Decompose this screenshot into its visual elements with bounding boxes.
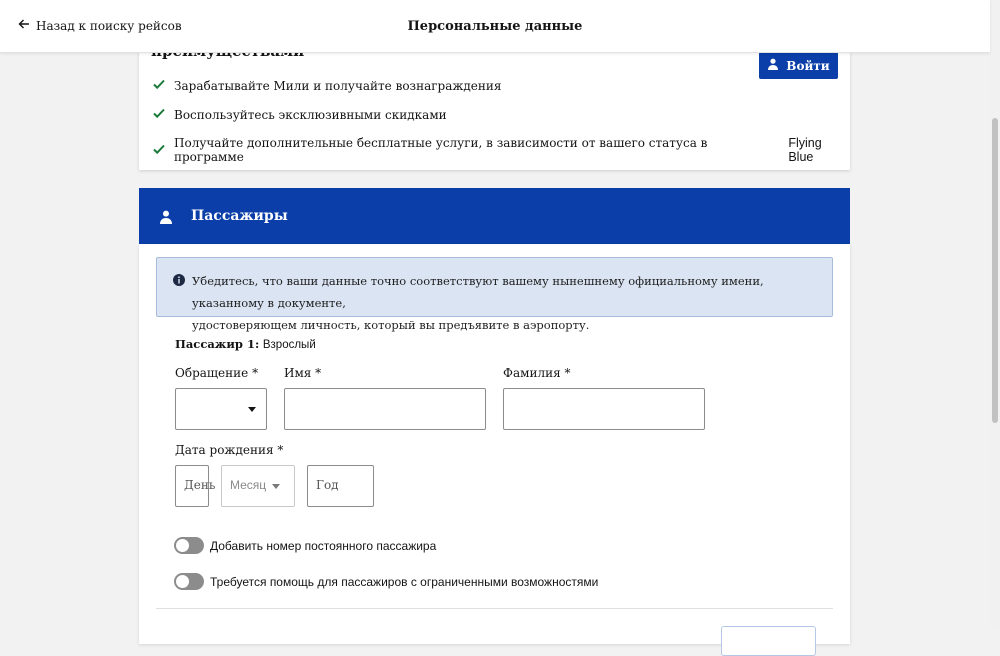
section-divider: [156, 608, 833, 609]
passenger-type: Взрослый: [262, 339, 316, 351]
first-name-label: Имя *: [284, 366, 322, 380]
check-icon: [153, 143, 165, 158]
info-line-2: удостоверяющем личность, который вы предъявите в аэропорту.: [192, 318, 590, 332]
passengers-form: [139, 244, 850, 644]
birth-day-input[interactable]: [175, 465, 216, 507]
login-button[interactable]: [759, 52, 838, 79]
last-name-label: Фамилия *: [503, 366, 571, 380]
assistance-toggle[interactable]: [174, 573, 204, 590]
passenger-label: [175, 337, 316, 351]
back-link-label: Назад к поиску рейсов: [36, 18, 182, 33]
benefit-item: [153, 136, 850, 164]
user-icon: [767, 58, 779, 73]
benefit-text: Воспользуйтесь эксклюзивными скидками: [174, 107, 447, 122]
next-button[interactable]: [721, 626, 816, 656]
flying-blue-name: Flying Blue: [788, 136, 822, 164]
info-notice-text: [192, 270, 822, 336]
benefit-item: [153, 78, 501, 93]
first-name-input[interactable]: [284, 388, 486, 430]
frequent-flyer-toggle[interactable]: [174, 537, 204, 554]
passenger-number: Пассажир 1:: [175, 337, 260, 351]
last-name-input[interactable]: [503, 388, 705, 430]
info-notice: [156, 257, 833, 332]
birth-day-placeholder: День: [184, 478, 216, 492]
passengers-title: Пассажиры: [191, 208, 288, 224]
toggle-knob: [176, 539, 189, 552]
benefit-item: [153, 107, 447, 122]
info-line-1: Убедитесь, что ваши данные точно соответствуют вашему нынешнему официальному имени, указанному в документе,: [192, 274, 764, 310]
salutation-select[interactable]: [175, 388, 267, 430]
passengers-section-header: [139, 188, 850, 244]
caret-down-icon: [272, 484, 280, 489]
check-icon: [153, 78, 165, 93]
assistance-toggle-label: Требуется помощь для пассажиров с ограниченными возможностями: [210, 574, 599, 589]
page-scrollbar[interactable]: [990, 0, 1000, 629]
page-title: Персональные данные: [407, 19, 583, 34]
frequent-flyer-toggle-row: [174, 537, 436, 554]
toggle-knob: [176, 575, 189, 588]
date-of-birth-label: Дата рождения *: [175, 443, 284, 457]
check-icon: [153, 107, 165, 122]
birth-year-input[interactable]: [307, 465, 374, 507]
benefit-text: Зарабатывайте Мили и получайте вознаграждения: [174, 78, 502, 93]
birth-year-placeholder: Год: [316, 478, 339, 492]
frequent-flyer-toggle-label: Добавить номер постоянного пассажира: [210, 538, 437, 553]
salutation-label: Обращение *: [175, 366, 259, 380]
login-button-label: Войти: [786, 58, 830, 73]
birth-month-placeholder: Месяц: [230, 478, 267, 492]
scrollbar-thumb[interactable]: [992, 118, 998, 423]
caret-down-icon: [248, 407, 256, 412]
user-icon: [159, 209, 173, 223]
benefit-text: Получайте дополнительные бесплатные услуги, в зависимости от вашего статуса в программе: [174, 136, 708, 164]
birth-month-select[interactable]: [221, 465, 295, 507]
assistance-toggle-row: [174, 573, 598, 590]
top-bar: [0, 0, 990, 53]
